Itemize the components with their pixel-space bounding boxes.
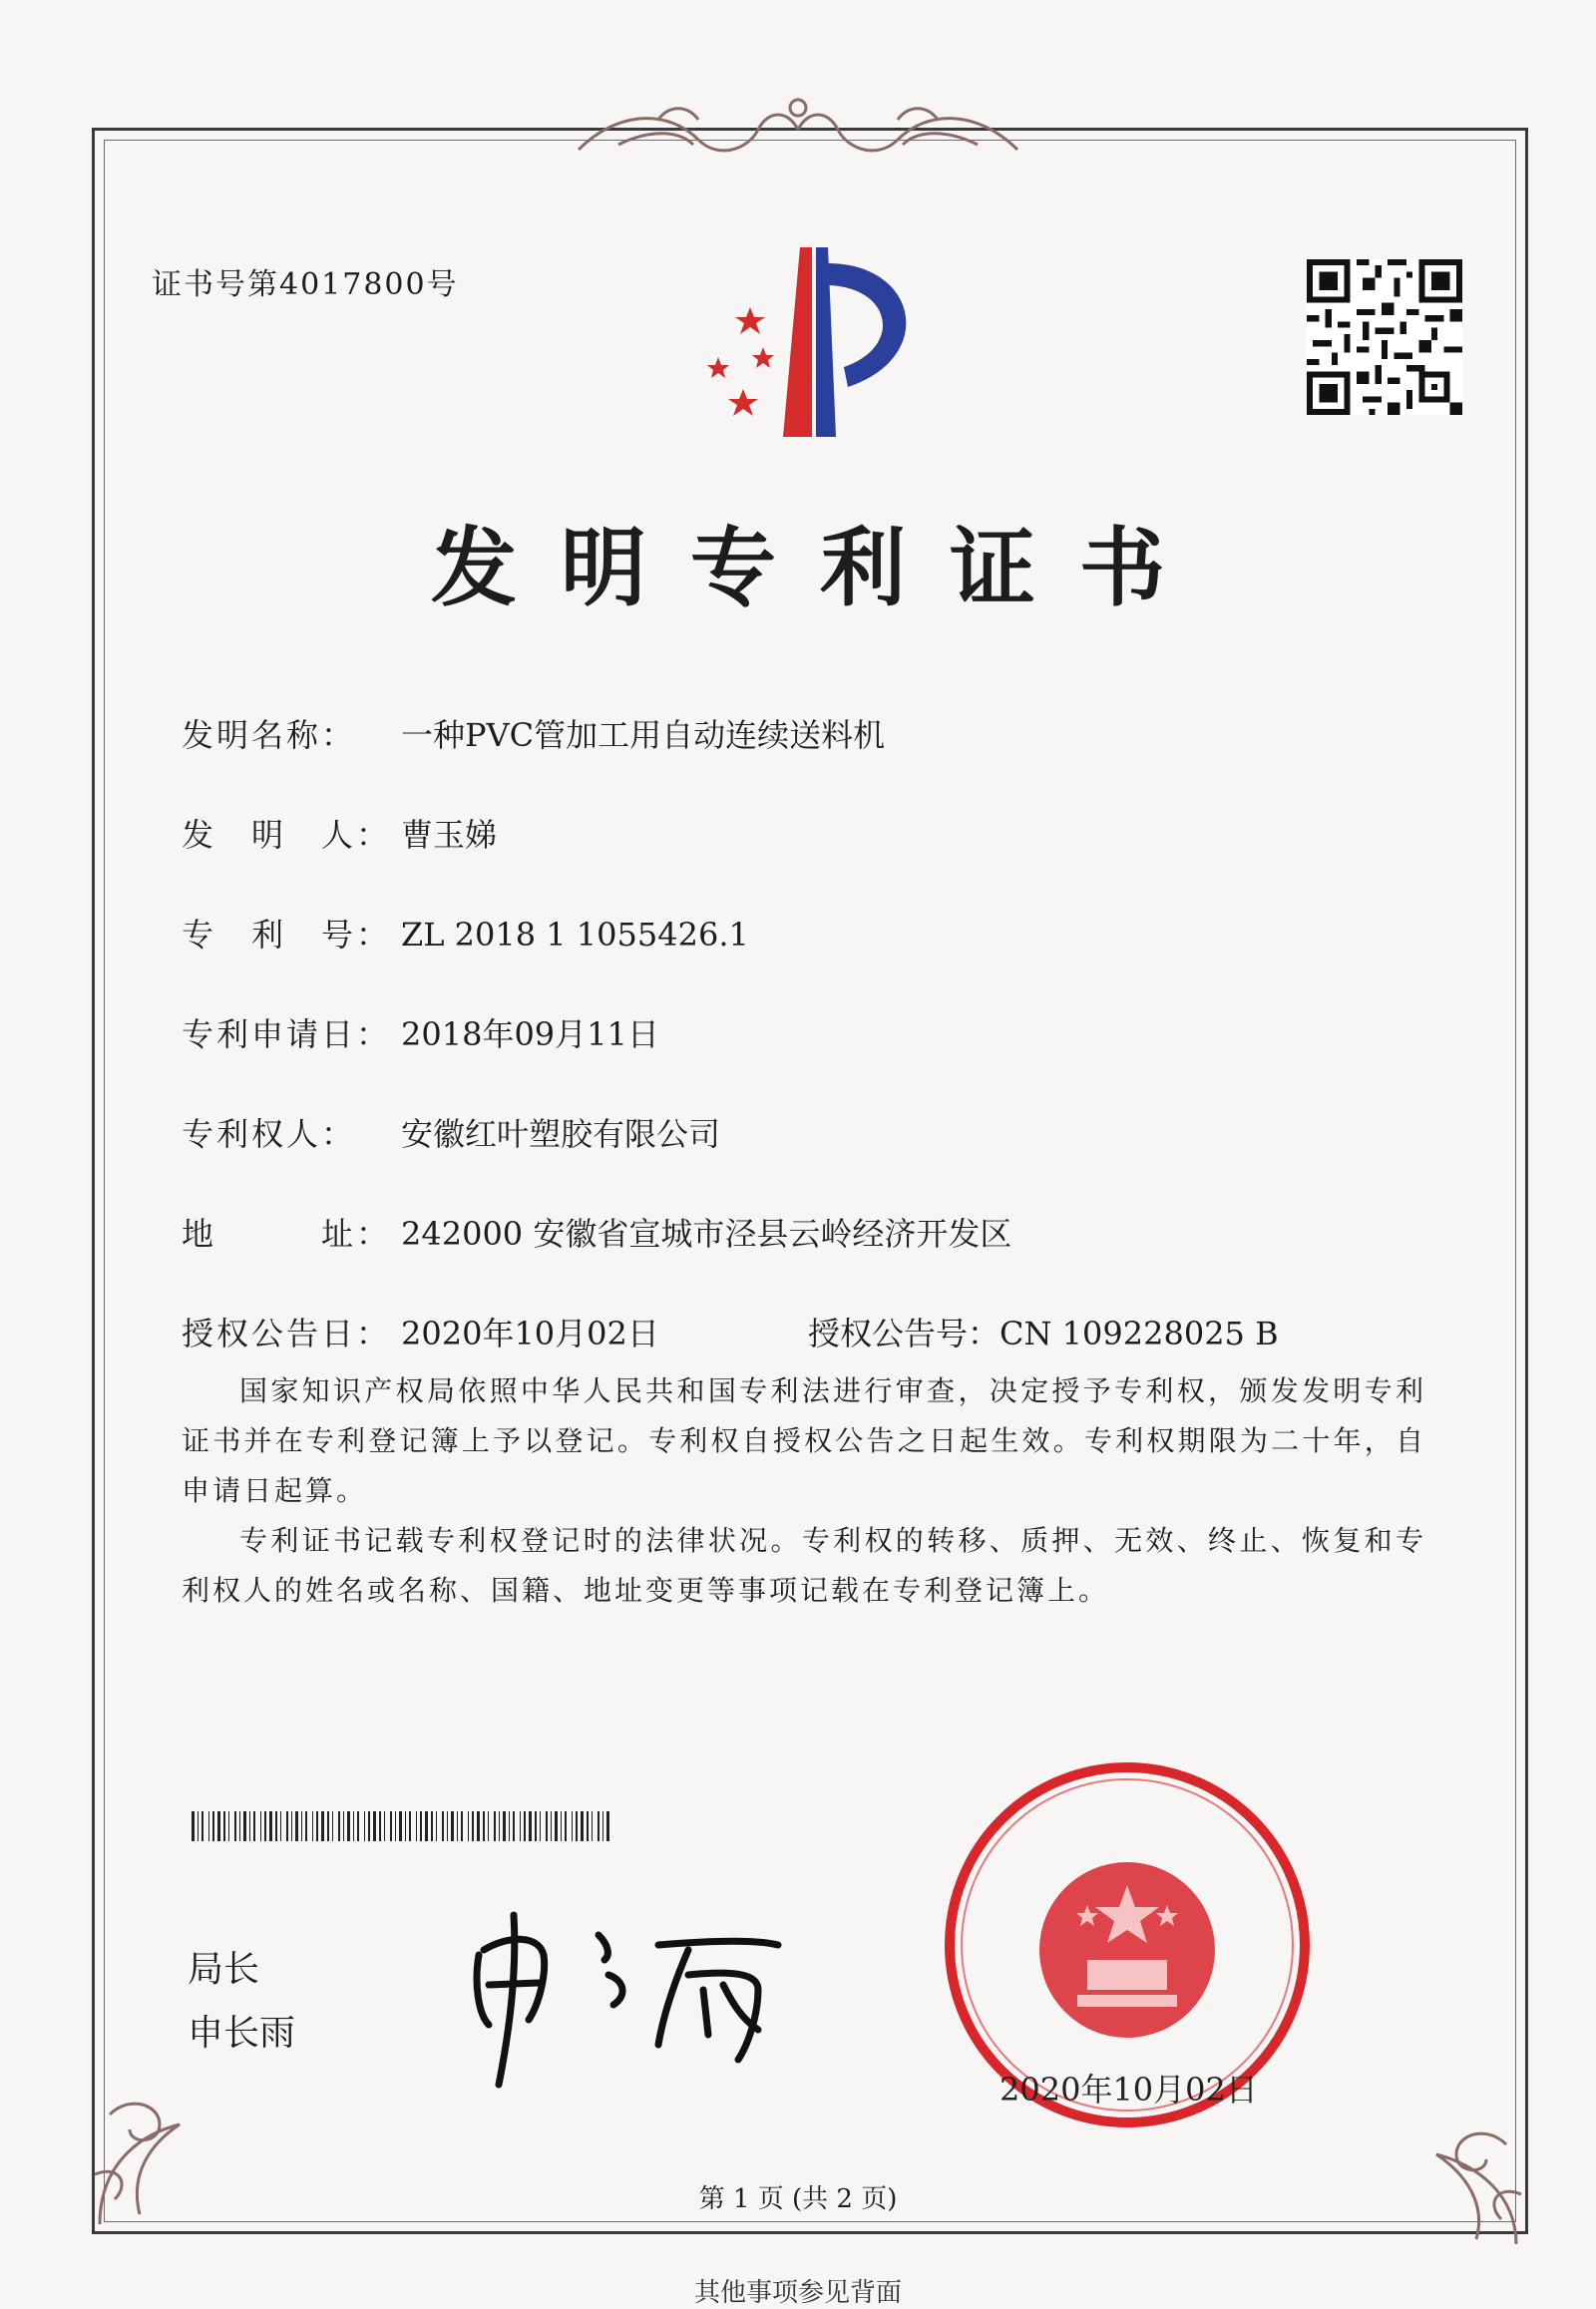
- field-label: 专 利 号：: [182, 916, 392, 954]
- field-label: 地 址：: [182, 1215, 392, 1253]
- field-label: 专利权人：: [182, 1115, 357, 1153]
- seal-date: 2020年10月02日: [999, 2071, 1258, 2109]
- qr-code-icon: [1307, 259, 1462, 415]
- certificate-title: 发明专利证书: [431, 518, 1209, 618]
- field-label: 授权公告日：: [182, 1315, 392, 1352]
- grant-paragraph: 国家知识产权局依照中华人民共和国专利法进行审查，决定授予专利权，颁发发明专利证书并在专利登记簿上予以登记。专利权自授权公告之日起生效。专利权期限为二十年，自申请日起算。: [182, 1374, 1426, 1507]
- signatory-name: 申长雨: [188, 2013, 296, 2054]
- signatory-role: 局长: [188, 1949, 260, 1990]
- footnote: 其他事项参见背面: [693, 2278, 902, 2308]
- page-number: 第 1 页 (共 2 页): [698, 2184, 898, 2214]
- field-label: 发明名称：: [182, 716, 357, 754]
- field-label: 授权公告号：: [808, 1315, 1000, 1352]
- field-value: 2018年09月11日: [401, 1015, 659, 1053]
- field-inventor: [182, 810, 497, 856]
- field-grant-date: [182, 1309, 659, 1354]
- field-value: 2020年10月02日: [401, 1315, 659, 1352]
- field-label: 专利申请日：: [182, 1015, 392, 1053]
- field-application-date: [182, 1009, 659, 1055]
- field-value: ZL 2018 1 1055426.1: [401, 916, 749, 954]
- field-patent-number: [182, 910, 749, 956]
- field-announcement-number: [808, 1309, 1279, 1354]
- field-value: 242000 安徽省宣城市泾县云岭经济开发区: [401, 1215, 1012, 1253]
- field-invention-name: [182, 710, 885, 756]
- field-value: 安徽红叶塑胶有限公司: [401, 1115, 721, 1153]
- field-address: [182, 1209, 1011, 1255]
- bottom-right-ornament-icon: [1396, 2095, 1536, 2254]
- barcode-icon: [192, 1811, 610, 1841]
- field-patentee: [182, 1109, 720, 1155]
- legal-status-paragraph: 专利证书记载专利权登记时的法律状况。专利权的转移、质押、无效、终止、恢复和专利权人的姓名或名称、国籍、地址变更等事项记载在专利登记簿上。: [182, 1524, 1426, 1607]
- field-value: CN 109228025 B: [999, 1315, 1279, 1352]
- cnipa-logo-icon: [688, 237, 948, 447]
- certificate-number: 证书号第4017800号: [152, 267, 459, 302]
- handwritten-signature-icon: [459, 1895, 818, 2095]
- field-value: 曹玉娣: [401, 816, 498, 854]
- top-ornament-icon: [559, 90, 1037, 170]
- field-label: 发 明 人：: [182, 816, 392, 854]
- field-value: 一种PVC管加工用自动连续送料机: [401, 716, 886, 754]
